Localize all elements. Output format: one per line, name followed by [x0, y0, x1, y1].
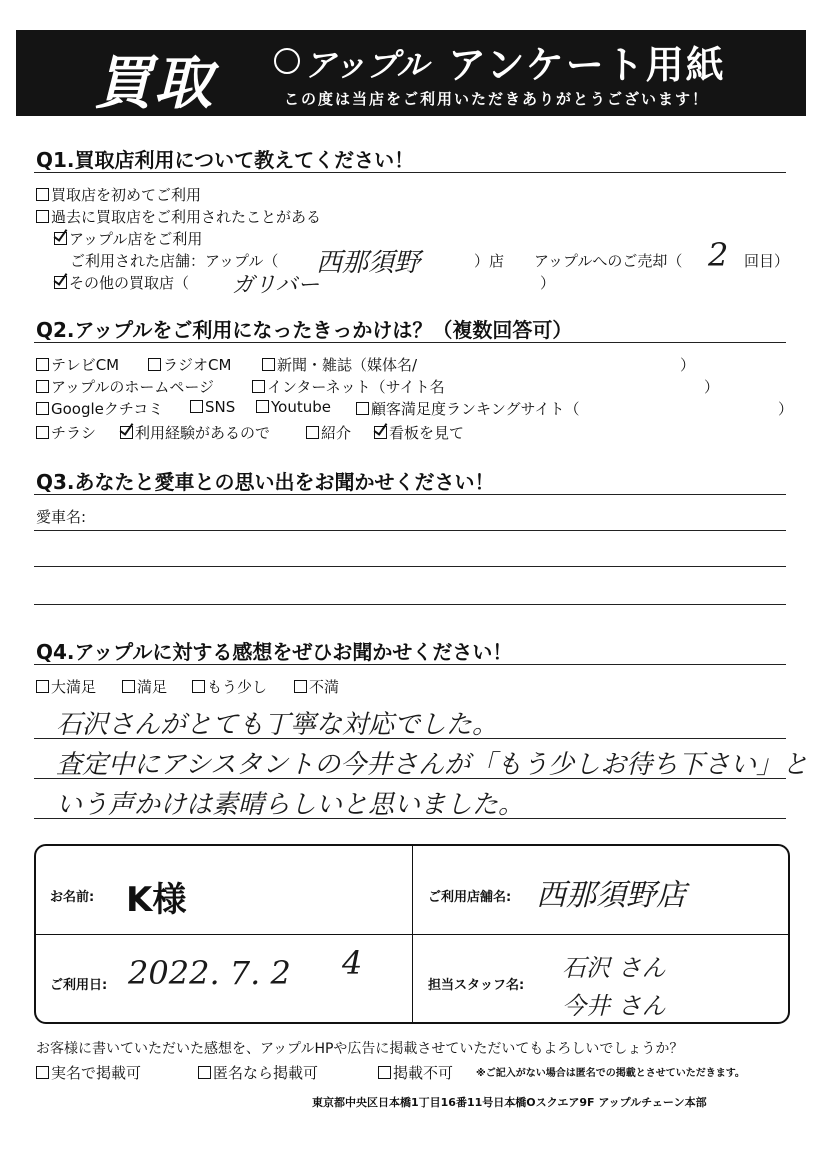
- checkbox[interactable]: [262, 358, 275, 371]
- checkbox[interactable]: [256, 400, 269, 413]
- brand-name: アップル: [304, 46, 429, 84]
- consent-option-not-allowed[interactable]: 掲載不可: [378, 1062, 453, 1083]
- header-subtitle: この度は当店をご利用いただきありがとうございます！: [284, 90, 710, 108]
- q1-other-value[interactable]: ガリバー: [232, 273, 320, 298]
- staff-label: 担当スタッフ名:: [428, 978, 525, 993]
- date-value[interactable]: 2022. 7. 2: [128, 954, 291, 992]
- q3-line-1[interactable]: [34, 530, 786, 531]
- q3-car-label: 愛車名:: [36, 508, 87, 526]
- q4-option-dissatisfied[interactable]: 不満: [294, 676, 339, 697]
- brand-logo-icon: [274, 48, 300, 74]
- store-name-label: ご利用店舗名:: [428, 890, 512, 905]
- q2-option-youtube[interactable]: Youtube: [256, 398, 331, 416]
- q1-other-suffix: ）: [540, 274, 556, 292]
- q4-line-1: [34, 738, 786, 739]
- q3-line-2[interactable]: [34, 566, 786, 567]
- q1-store-suffix: ）店: [474, 252, 505, 270]
- q1-store-value[interactable]: 西那須野: [316, 248, 421, 278]
- checkbox[interactable]: [356, 402, 369, 415]
- checkbox[interactable]: [36, 402, 49, 415]
- q4-option-very-satisfied[interactable]: 大満足: [36, 676, 96, 697]
- consent-option-anonymous[interactable]: 匿名なら掲載可: [198, 1062, 318, 1083]
- q1-option-past[interactable]: 過去に買取店をご利用されたことがある: [36, 206, 321, 227]
- checkbox[interactable]: [36, 680, 49, 693]
- checkbox[interactable]: [122, 680, 135, 693]
- checkbox[interactable]: [306, 426, 319, 439]
- checkbox-checked[interactable]: [120, 426, 133, 439]
- consent-note: ※ご記入がない場合は匿名での掲載とさせていただきます。: [476, 1068, 745, 1079]
- box-divider-vertical: [412, 846, 413, 1022]
- date-label: ご利用日:: [50, 978, 108, 993]
- checkbox[interactable]: [192, 680, 205, 693]
- checkbox[interactable]: [294, 680, 307, 693]
- name-label: お名前:: [50, 890, 95, 905]
- checkbox[interactable]: [252, 380, 265, 393]
- kaitori-title: 買取: [94, 49, 215, 117]
- q2-option-ranking[interactable]: 顧客満足度ランキングサイト（: [356, 398, 580, 419]
- q2-option-homepage[interactable]: アップルのホームページ: [36, 376, 214, 397]
- q1-heading: Q1.買取店利用について教えてください！: [36, 148, 415, 172]
- staff-name-2[interactable]: 今井 さん: [562, 992, 666, 1020]
- checkbox[interactable]: [378, 1066, 391, 1079]
- q2-option-flyer[interactable]: チラシ: [36, 422, 96, 443]
- q3-heading: Q3.あなたと愛車との思い出をお聞かせください！: [36, 470, 495, 494]
- checkbox[interactable]: [36, 358, 49, 371]
- q4-option-satisfied[interactable]: 満足: [122, 676, 167, 697]
- q2-option-sns[interactable]: SNS: [190, 398, 235, 416]
- q1-count-label: アップルへのご売却（: [534, 252, 683, 270]
- q2-ranking-close: ）: [778, 400, 794, 418]
- q2-option-radiocm[interactable]: ラジオCM: [148, 354, 231, 375]
- customer-info-box: [34, 844, 790, 1024]
- q2-internet-close: ）: [704, 378, 720, 396]
- staff-name-1[interactable]: 石沢 さん: [562, 954, 666, 982]
- q1-option-first[interactable]: 買取店を初めてご利用: [36, 184, 201, 205]
- q2-news-close: ）: [680, 356, 696, 374]
- checkbox-checked[interactable]: [374, 426, 387, 439]
- q1-count-suffix: 回目）: [744, 252, 790, 270]
- consent-option-real-name[interactable]: 実名で掲載可: [36, 1062, 141, 1083]
- checkbox[interactable]: [190, 400, 203, 413]
- q1-count-value[interactable]: 2: [708, 236, 729, 274]
- q3-divider: [34, 494, 786, 495]
- q4-line-2: [34, 778, 786, 779]
- footer-address: 東京都中央区日本橋1丁目16番11号日本橋Oスクエア9F アップルチェーン本部: [312, 1096, 707, 1109]
- checkbox[interactable]: [198, 1066, 211, 1079]
- q2-option-referral[interactable]: 紹介: [306, 422, 351, 443]
- q4-divider: [34, 664, 786, 665]
- checkbox[interactable]: [36, 1066, 49, 1079]
- form-title: アンケート用紙: [448, 43, 726, 87]
- q2-option-experience[interactable]: 利用経験があるので: [120, 422, 270, 443]
- q4-line-3: [34, 818, 786, 819]
- q4-comment-line-3[interactable]: いう声かけは素晴らしいと思いました。: [56, 790, 525, 820]
- q1-option-other[interactable]: その他の買取店（: [54, 272, 189, 293]
- q2-option-tvcm[interactable]: テレビCM: [36, 354, 119, 375]
- checkbox[interactable]: [36, 380, 49, 393]
- q4-heading: Q4.アップルに対する感想をぜひお聞かせください！: [36, 640, 513, 664]
- q1-option-apple[interactable]: アップル店をご利用: [54, 228, 202, 249]
- checkbox-checked[interactable]: [54, 232, 67, 245]
- q2-option-internet[interactable]: インターネット（サイト名: [252, 376, 445, 397]
- q4-comment-line-2[interactable]: 査定中にアシスタントの今井さんが「もう少しお待ち下さい」と: [56, 750, 809, 780]
- q2-option-google[interactable]: Googleクチコミ: [36, 398, 163, 419]
- date-correction[interactable]: 4: [342, 944, 363, 982]
- q2-heading: Q2.アップルをご利用になったきっかけは？（複数回答可）: [36, 318, 573, 342]
- checkbox[interactable]: [148, 358, 161, 371]
- store-name-value[interactable]: 西那須野店: [536, 878, 686, 913]
- consent-question: お客様に書いていただいた感想を、アップルHPや広告に掲載させていただいてもよろしいでしょうか？: [36, 1041, 684, 1057]
- q4-option-somewhat[interactable]: もう少し: [192, 676, 267, 697]
- q1-store-label: ご利用された店舗：アップル（: [70, 252, 279, 270]
- q3-line-3[interactable]: [34, 604, 786, 605]
- q4-comment-line-1[interactable]: 石沢さんがとても丁寧な対応でした。: [56, 710, 499, 740]
- checkbox[interactable]: [36, 188, 49, 201]
- checkbox[interactable]: [36, 210, 49, 223]
- q2-option-news[interactable]: 新聞・雑誌（媒体名/: [262, 354, 417, 375]
- checkbox[interactable]: [36, 426, 49, 439]
- header-banner: [16, 30, 806, 116]
- q2-option-signboard[interactable]: 看板を見て: [374, 422, 464, 443]
- name-value[interactable]: K様: [126, 880, 187, 920]
- q2-divider: [34, 342, 786, 343]
- checkbox-checked[interactable]: [54, 276, 67, 289]
- q1-divider: [34, 172, 786, 173]
